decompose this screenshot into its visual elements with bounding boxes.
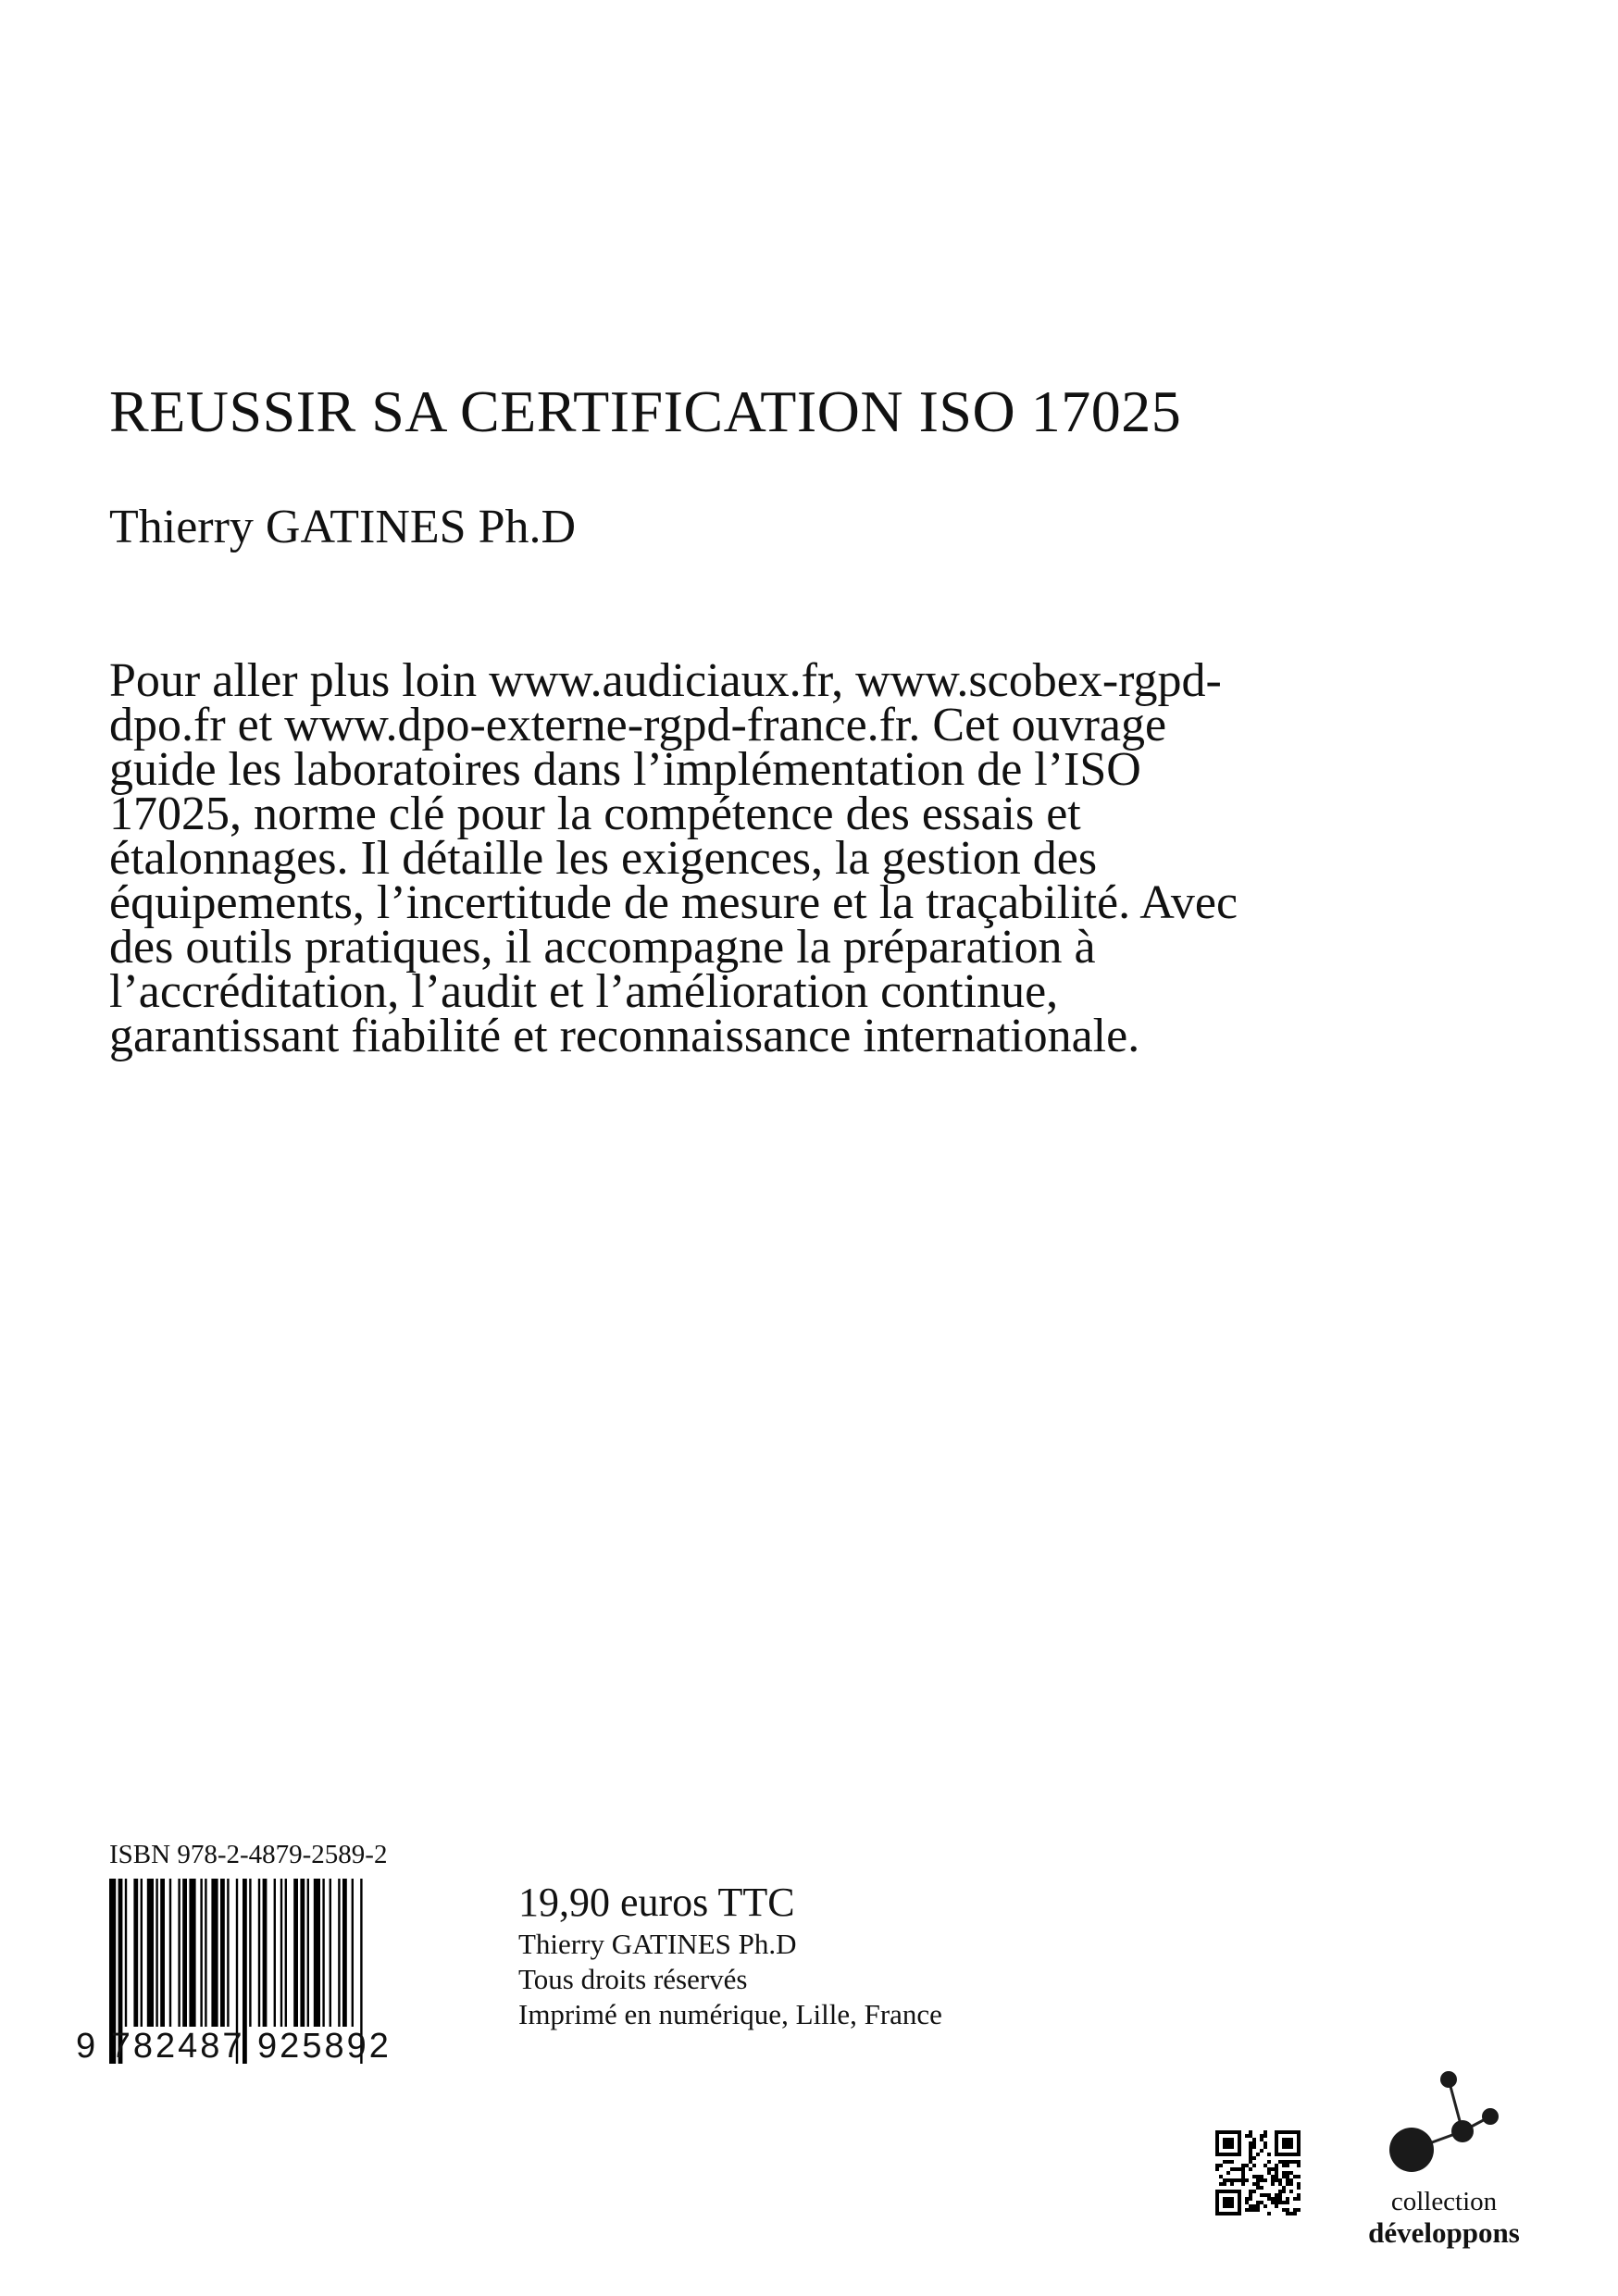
collection-branding — [1324, 2186, 1564, 2249]
book-title: REUSSIR SA CERTIFICATION ISO 17025 — [109, 379, 1182, 444]
qr-code-icon — [1215, 2130, 1301, 2215]
publication-info — [518, 1879, 942, 2032]
isbn-label: ISBN 978-2-4879-2589-2 — [109, 1840, 388, 1869]
rights-notice: Tous droits réservés — [518, 1963, 748, 1995]
collection-label: collection — [1390, 2187, 1498, 2216]
barcode-digits: 9 782487 925892 — [76, 2027, 392, 2066]
price: 19,90 euros TTC — [518, 1880, 795, 1925]
book-author: Thierry GATINES Ph.D — [109, 501, 577, 553]
printing-notice: Imprimé en numérique, Lille, France — [518, 1998, 942, 2030]
collection-name: développons — [1368, 2216, 1520, 2249]
publisher: Thierry GATINES Ph.D — [518, 1928, 797, 1960]
molecule-logo-icon — [1384, 2068, 1504, 2179]
book-description: Pour aller plus loin www.audiciaux.fr, www.scobex-rgpd-dpo.fr et www.dpo-externe-rgpd-france.fr. Cet ouvrage guide les laboratoires dans l’implémentation de l’ISO 17025, norme clé pour la compétence des essais et étalonnages. Il détaille les exigences, la gestion des équipements, l’incertitude de mesure et la traçabilité. Avec des outils pratiques, il accompagne la préparation à l’accréditation, l’audit et l’amélioration continue, garantissant fiabilité et reconnaissance internationale. — [109, 654, 1238, 1062]
